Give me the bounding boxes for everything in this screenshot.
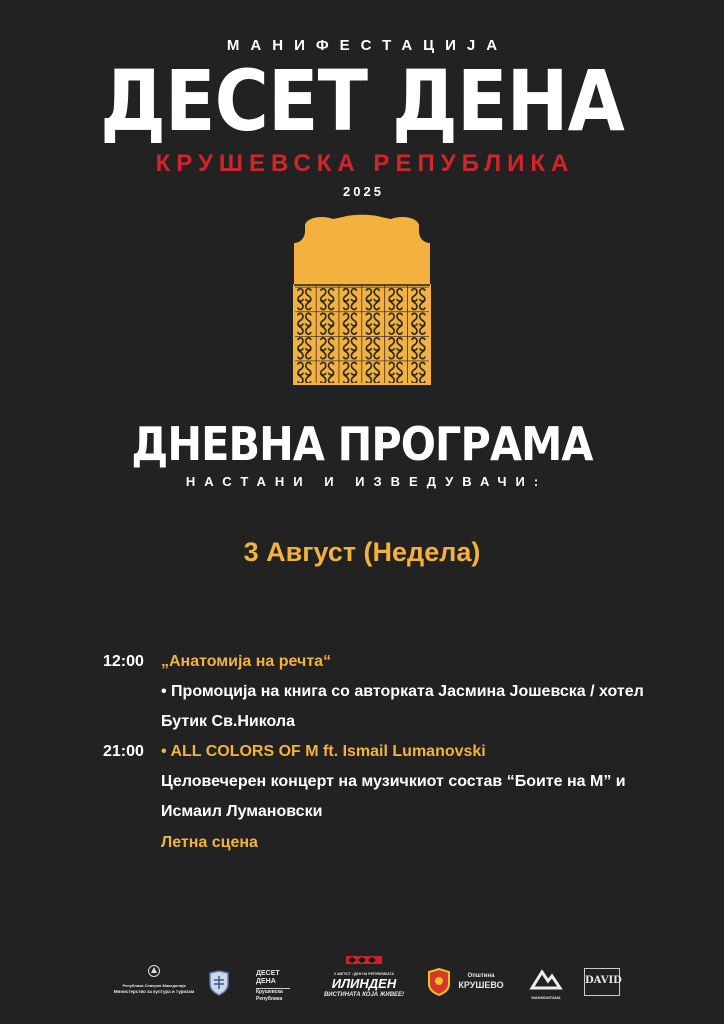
makmontana-text: MAKMONTANA [531,995,561,1000]
mountain-icon [526,968,566,990]
krushevo-text: КРУШЕВО [458,980,504,990]
makmontana-logo [526,968,566,1000]
program-title: ДНЕВНА ПРОГРАМА [131,417,593,471]
opstina-label: Општина [467,973,495,979]
david-text: DAVID [585,975,622,986]
main-title: ДЕСЕТ ДЕНА [100,52,624,150]
red-subtitle: КРУШЕВСКА РЕПУБЛИКА [155,150,575,177]
krushevo-crest-icon [426,968,452,996]
event-time: 21:00 [103,743,144,760]
coat-of-arms-icon [108,964,200,978]
event-description: Исмаил Лумановски [161,803,323,820]
ministry-top-text: Република Северна Македонија [122,983,186,988]
deset-dena-sub: Крушевска Република [256,988,290,1003]
ilinden-text: ИЛИНДЕН [331,976,397,991]
sponsor-logos [0,952,724,1012]
david-logo [584,968,620,996]
event-venue: Летна сцена [161,834,258,851]
event-description: Целовечерен концерт на музичкиот состав “Боите на М” и [161,773,626,790]
deset-dena-text: ДЕСЕТ ДЕНА [256,970,280,985]
krushevo-municipality [456,972,506,991]
event-title: • ALL COLORS OF M ft. Ismail Lumanovski [161,743,486,760]
event-kicker: МАНИФЕСТАЦИЈА [226,37,509,54]
event-description: • Промоција на книга со авторката Јасмина Јошевска / хотел [161,683,644,700]
window-emblem-icon [293,213,431,385]
ministry-text: Министерство за култура и туризам [113,989,195,994]
ornament-icon [318,955,410,965]
shield-icon [208,970,230,996]
ministry-logo [108,964,200,995]
event-description: Бутик Св.Никола [161,713,295,730]
program-subtitle: НАСТАНИ И ИЗВЕДУВАЧИ: [185,474,548,489]
year: 2025 [343,184,384,199]
event-time: 12:00 [103,653,144,670]
ilinden-sub: ВИСТИНАТА КОЈА ЖИВЕЕ! [323,992,405,998]
program-date: 3 Август (Недела) [243,537,481,567]
ilinden-logo [318,952,410,999]
deset-dena-logo [256,970,290,1003]
event-title: „Анатомија на речта“ [161,653,332,670]
ilinden-top-text: 2 АВГУСТ • ДЕН НА РЕПУБЛИКАТА [334,972,394,976]
